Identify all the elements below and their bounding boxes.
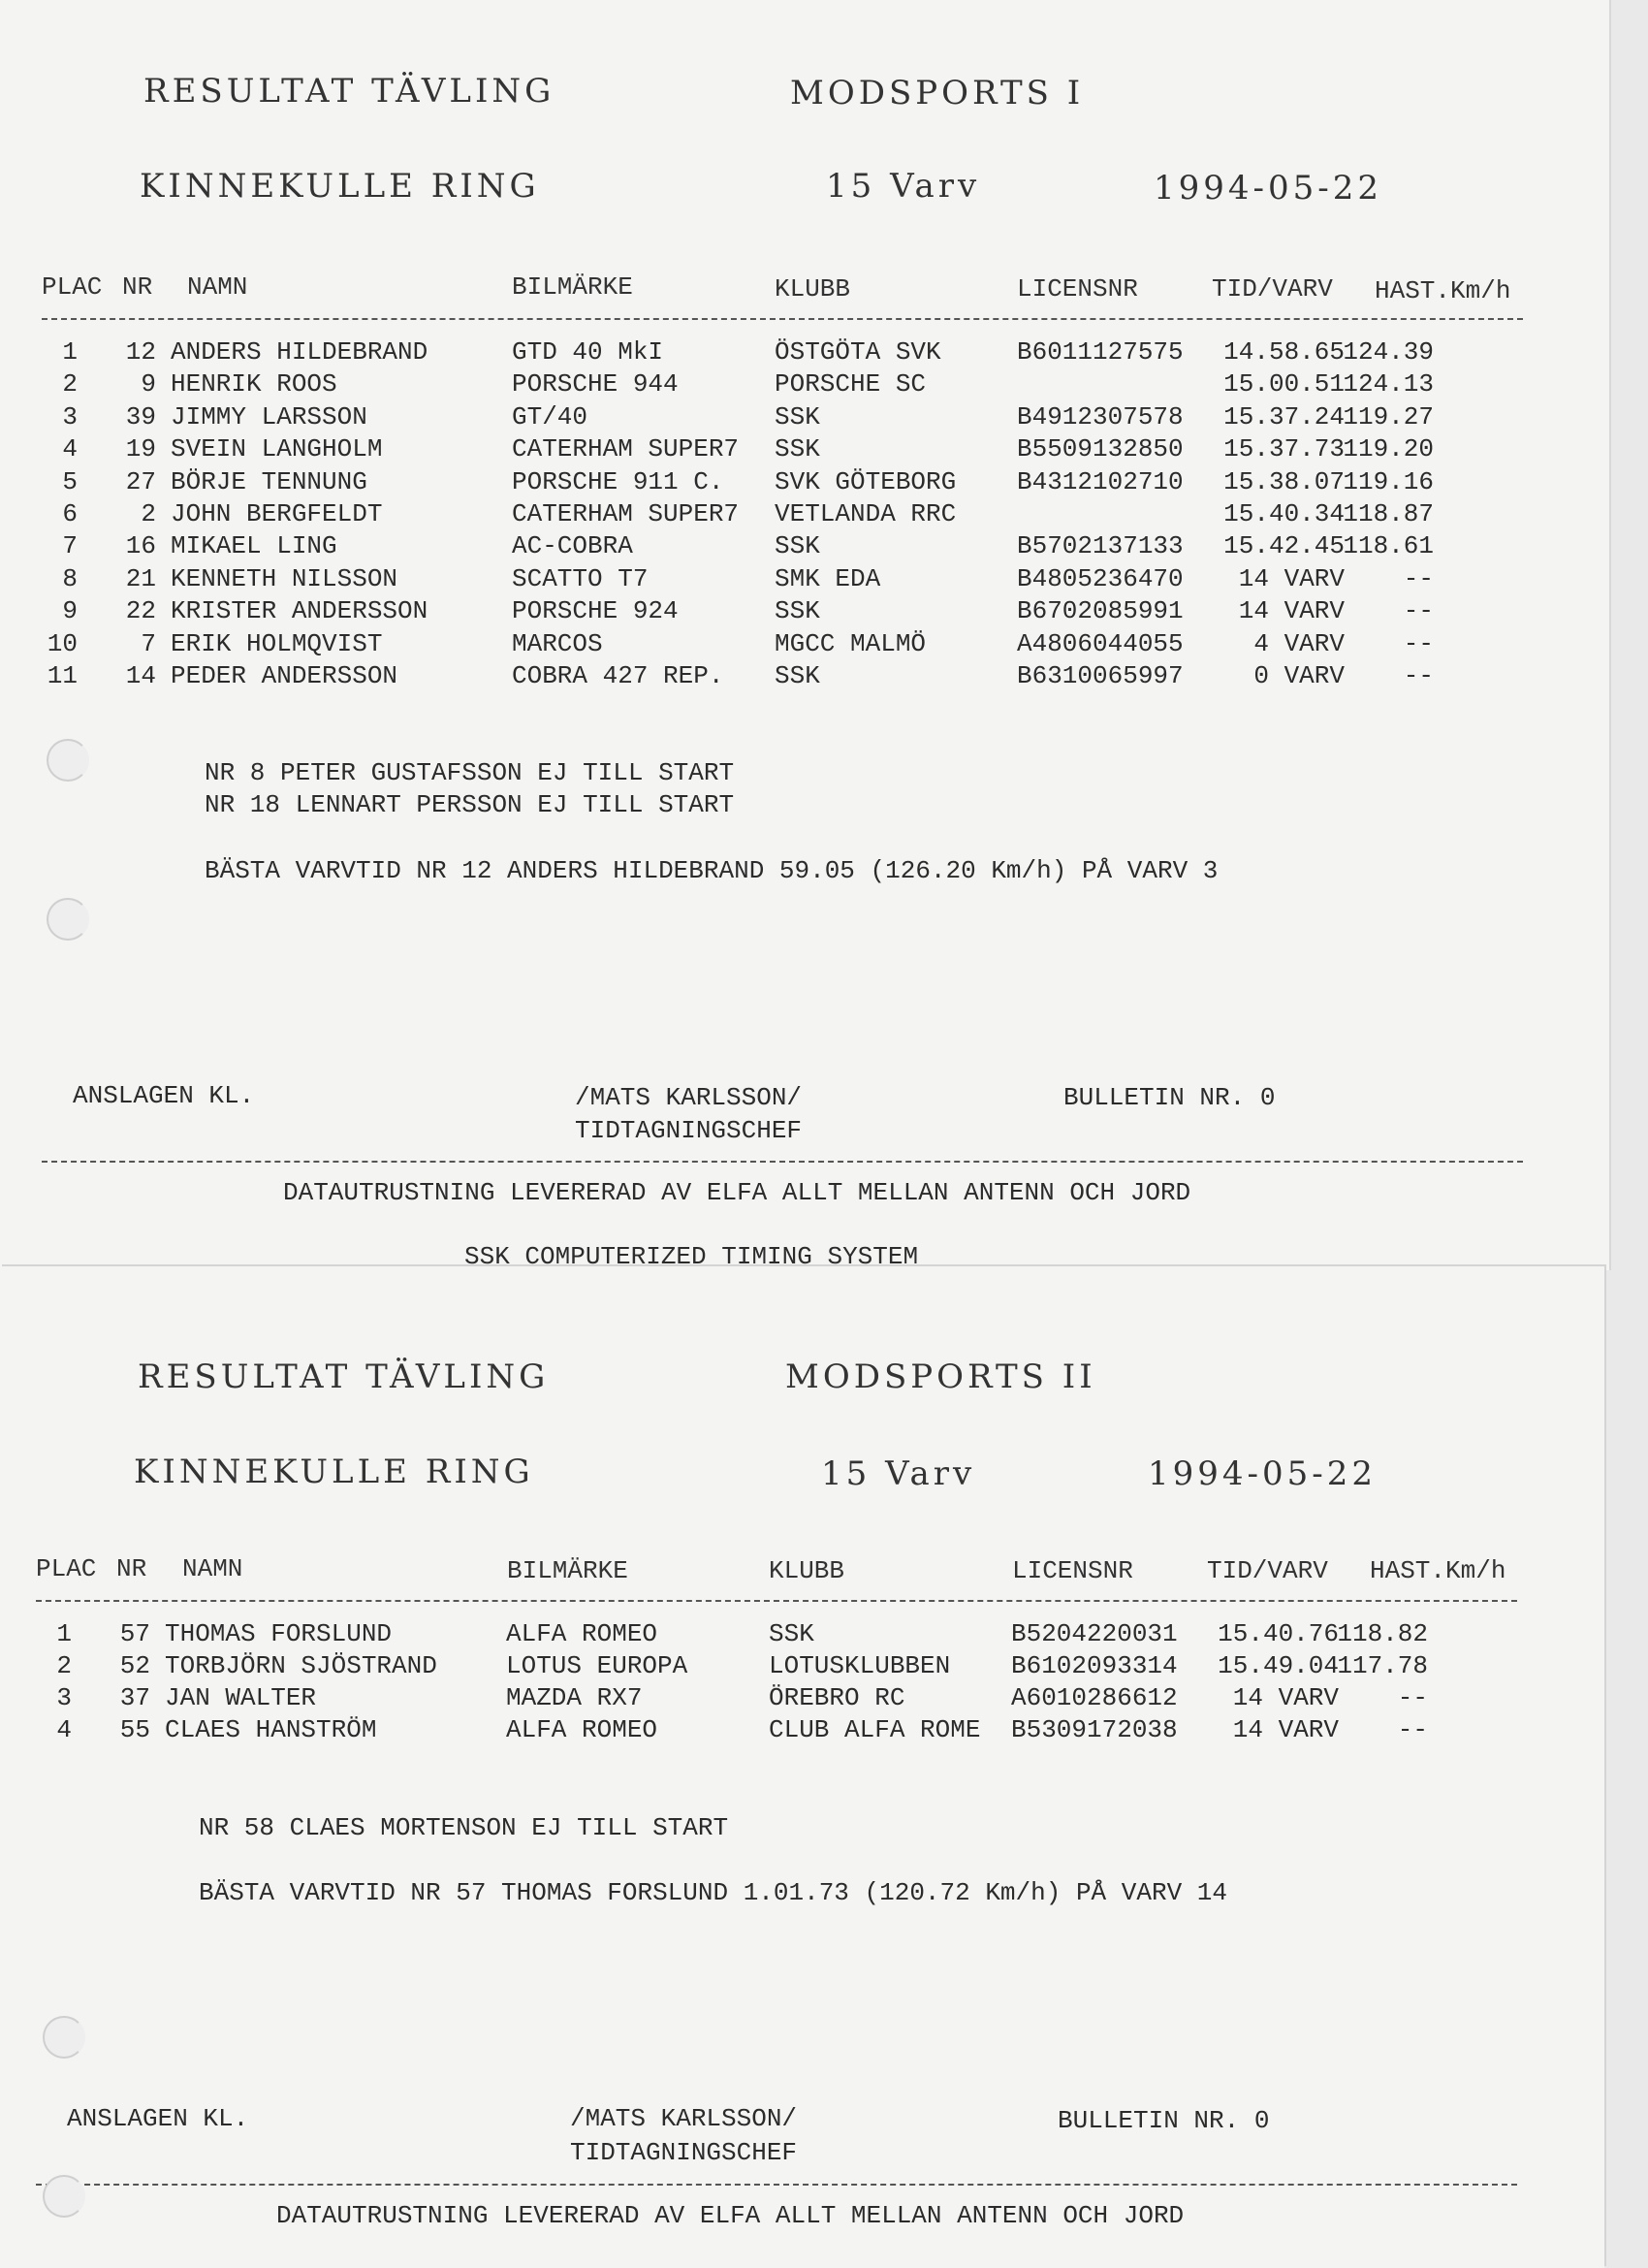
- cell-club: SSK: [775, 401, 820, 431]
- cell-car: CATERHAM SUPER7: [512, 434, 740, 464]
- table-row: [0, 499, 1551, 531]
- cell-plac: 3: [62, 401, 78, 431]
- cell-time: 14.58.65: [1223, 337, 1345, 367]
- cell-plac: 2: [62, 369, 78, 399]
- cell-time: 15.49.04: [1218, 1651, 1339, 1680]
- cell-car: GTD 40 MkI: [512, 337, 664, 367]
- cell-time: 15.40.34: [1223, 499, 1345, 528]
- cell-name: TORBJÖRN SJÖSTRAND: [165, 1651, 437, 1680]
- timing-official-title: TIDTAGNINGSCHEF: [570, 2138, 798, 2167]
- posted-time-label: ANSLAGEN KL.: [67, 2104, 249, 2133]
- track-name: KINNEKULLE RING: [134, 1453, 534, 1491]
- cell-time: 15.40.76: [1218, 1619, 1339, 1648]
- lap-count: 15 Varv: [821, 1454, 976, 1493]
- cell-club: CLUB ALFA ROME: [769, 1715, 981, 1744]
- table-row: [0, 369, 1551, 401]
- cell-plac: 6: [62, 499, 78, 528]
- cell-car: LOTUS EUROPA: [506, 1651, 688, 1680]
- cell-speed: 118.82: [1337, 1619, 1428, 1648]
- table-row: [0, 1715, 1551, 1747]
- cell-speed: 119.27: [1343, 401, 1434, 431]
- cell-time: 15.37.24: [1223, 401, 1345, 431]
- posted-time-label: ANSLAGEN KL.: [73, 1081, 255, 1110]
- cell-club: PORSCHE SC: [775, 369, 927, 399]
- cell-club: SSK: [775, 531, 820, 561]
- col-license: LICENSNR: [1017, 274, 1138, 303]
- cell-car: PORSCHE 911 C.: [512, 466, 724, 496]
- table-row: [0, 1619, 1551, 1651]
- col-nr: NR: [116, 1554, 147, 1583]
- cell-plac: 10: [47, 628, 78, 658]
- col-name: NAMN: [187, 272, 248, 302]
- cell-plac: 8: [62, 563, 78, 593]
- cell-time: 14 VARV: [1238, 596, 1345, 626]
- cell-name: MIKAEL LING: [171, 531, 337, 561]
- col-speed: HAST.Km/h: [1375, 276, 1511, 305]
- cell-plac: 4: [56, 1715, 72, 1744]
- cell-license: B6702085991: [1017, 596, 1184, 626]
- cell-plac: 2: [56, 1651, 72, 1680]
- cell-speed: --: [1397, 1715, 1428, 1744]
- cell-name: JOHN BERGFELDT: [171, 499, 383, 528]
- cell-nr: 57: [119, 1619, 150, 1648]
- cell-car: PORSCHE 924: [512, 596, 679, 626]
- cell-license: B6102093314: [1011, 1651, 1178, 1680]
- track-name: KINNEKULLE RING: [140, 167, 540, 206]
- cell-license: B6011127575: [1017, 337, 1184, 367]
- punch-hole: [43, 2016, 85, 2059]
- cell-nr: 19: [125, 434, 156, 464]
- col-time: TID/VARV: [1212, 274, 1333, 303]
- table-row: [0, 531, 1551, 563]
- cell-nr: 27: [125, 466, 156, 496]
- cell-license: A6010286612: [1011, 1683, 1178, 1712]
- cell-name: KRISTER ANDERSSON: [171, 596, 428, 626]
- bulletin-number: BULLETIN NR. 0: [1063, 1083, 1276, 1112]
- cell-name: KENNETH NILSSON: [171, 563, 398, 593]
- cell-club: SSK: [775, 596, 820, 626]
- cell-plac: 7: [62, 531, 78, 561]
- cell-license: B4312102710: [1017, 466, 1184, 496]
- cell-time: 14 VARV: [1238, 563, 1345, 593]
- cell-nr: 52: [119, 1651, 150, 1680]
- col-speed: HAST.Km/h: [1370, 1556, 1506, 1585]
- cell-car: PORSCHE 944: [512, 369, 679, 399]
- cell-time: 15.37.73: [1223, 434, 1345, 464]
- col-time: TID/VARV: [1207, 1556, 1328, 1585]
- cell-nr: 14: [125, 661, 156, 690]
- cell-license: B5204220031: [1011, 1619, 1178, 1648]
- cell-plac: 4: [62, 434, 78, 464]
- cell-name: CLAES HANSTRÖM: [165, 1715, 377, 1744]
- cell-name: JAN WALTER: [165, 1683, 317, 1712]
- cell-name: JIMMY LARSSON: [171, 401, 367, 431]
- bulletin-number: BULLETIN NR. 0: [1058, 2106, 1270, 2135]
- dns-note-1: NR 58 CLAES MORTENSON EJ TILL START: [199, 1813, 729, 1842]
- cell-time: 14 VARV: [1232, 1715, 1339, 1744]
- cell-speed: --: [1403, 596, 1434, 626]
- lap-count: 15 Varv: [826, 167, 981, 206]
- cell-plac: 11: [47, 661, 78, 690]
- dns-note-2: NR 18 LENNART PERSSON EJ TILL START: [205, 790, 735, 819]
- header-divider: [42, 318, 1523, 320]
- cell-nr: 55: [119, 1715, 150, 1744]
- cell-car: MAZDA RX7: [506, 1683, 643, 1712]
- cell-car: AC-COBRA: [512, 531, 633, 561]
- col-car: BILMÄRKE: [512, 272, 633, 302]
- cell-plac: 5: [62, 466, 78, 496]
- cell-name: THOMAS FORSLUND: [165, 1619, 393, 1648]
- race-class: MODSPORTS II: [785, 1358, 1096, 1396]
- cell-speed: 118.87: [1343, 499, 1434, 528]
- col-name: NAMN: [182, 1554, 243, 1583]
- footer-divider: [42, 1161, 1523, 1163]
- table-row: [0, 1683, 1551, 1715]
- cell-plac: 1: [62, 337, 78, 367]
- cell-nr: 12: [125, 337, 156, 367]
- cell-time: 15.00.51: [1223, 369, 1345, 399]
- timing-official: /MATS KARLSSON/: [575, 1083, 803, 1112]
- cell-car: ALFA ROMEO: [506, 1619, 658, 1648]
- cell-time: 0 VARV: [1253, 661, 1345, 690]
- cell-club: LOTUSKLUBBEN: [769, 1651, 951, 1680]
- cell-nr: 7: [141, 628, 156, 658]
- cell-plac: 9: [62, 596, 78, 626]
- cell-nr: 22: [125, 596, 156, 626]
- cell-car: SCATTO T7: [512, 563, 649, 593]
- timing-official-title: TIDTAGNINGSCHEF: [575, 1116, 803, 1145]
- cell-nr: 37: [119, 1683, 150, 1712]
- table-row: [0, 661, 1551, 693]
- cell-license: B4912307578: [1017, 401, 1184, 431]
- cell-speed: --: [1397, 1683, 1428, 1712]
- cell-nr: 39: [125, 401, 156, 431]
- footer-divider: [36, 2184, 1517, 2186]
- cell-car: ALFA ROMEO: [506, 1715, 658, 1744]
- cell-license: B5509132850: [1017, 434, 1184, 464]
- cell-nr: 9: [141, 369, 156, 399]
- table-row: [0, 402, 1551, 434]
- cell-time: 14 VARV: [1232, 1683, 1339, 1712]
- col-car: BILMÄRKE: [507, 1556, 628, 1585]
- cell-car: MARCOS: [512, 628, 603, 658]
- cell-club: SMK EDA: [775, 563, 881, 593]
- best-lap-note: BÄSTA VARVTID NR 57 THOMAS FORSLUND 1.01.73 (120.72 Km/h) PÅ VARV 14: [199, 1878, 1227, 1907]
- table-row: [0, 629, 1551, 661]
- cell-name: SVEIN LANGHOLM: [171, 434, 383, 464]
- cell-speed: 119.16: [1343, 466, 1434, 496]
- best-lap-note: BÄSTA VARVTID NR 12 ANDERS HILDEBRAND 59.05 (126.20 Km/h) PÅ VARV 3: [205, 856, 1219, 885]
- cell-name: ANDERS HILDEBRAND: [171, 337, 428, 367]
- col-nr: NR: [122, 272, 153, 302]
- cell-plac: 3: [56, 1683, 72, 1712]
- results-section-modsports-2: [0, 1266, 1604, 2268]
- cell-name: HENRIK ROOS: [171, 369, 337, 399]
- cell-speed: 124.13: [1343, 369, 1434, 399]
- cell-nr: 2: [141, 499, 156, 528]
- col-license: LICENSNR: [1012, 1556, 1133, 1585]
- cell-name: ERIK HOLMQVIST: [171, 628, 383, 658]
- cell-club: SSK: [769, 1619, 814, 1648]
- cell-license: B5702137133: [1017, 531, 1184, 561]
- cell-license: A4806044055: [1017, 628, 1184, 658]
- table-row: [0, 434, 1551, 466]
- cell-speed: 118.61: [1343, 531, 1434, 561]
- header-divider: [36, 1600, 1517, 1602]
- cell-license: B5309172038: [1011, 1715, 1178, 1744]
- table-row: [0, 564, 1551, 596]
- cell-speed: 119.20: [1343, 434, 1434, 464]
- table-row: [0, 467, 1551, 499]
- timing-system: SSK COMPUTERIZED TIMING SYSTEM: [464, 1242, 919, 1271]
- cell-speed: 124.39: [1343, 337, 1434, 367]
- race-date: 1994-05-22: [1148, 1454, 1378, 1493]
- cell-name: BÖRJE TENNUNG: [171, 466, 367, 496]
- cell-club: ÖREBRO RC: [769, 1683, 905, 1712]
- title-prefix: RESULTAT TÄVLING: [143, 72, 555, 111]
- cell-time: 4 VARV: [1253, 628, 1345, 658]
- cell-club: VETLANDA RRC: [775, 499, 957, 528]
- dns-note-1: NR 8 PETER GUSTAFSSON EJ TILL START: [205, 758, 735, 787]
- cell-nr: 21: [125, 563, 156, 593]
- cell-license: B6310065997: [1017, 661, 1184, 690]
- cell-club: SSK: [775, 434, 820, 464]
- cell-speed: --: [1403, 661, 1434, 690]
- cell-club: SVK GÖTEBORG: [775, 466, 957, 496]
- equipment-credit: DATAUTRUSTNING LEVERERAD AV ELFA ALLT MELLAN ANTENN OCH JORD: [276, 2201, 1185, 2230]
- punch-hole: [47, 898, 89, 941]
- cell-name: PEDER ANDERSSON: [171, 661, 398, 690]
- race-class: MODSPORTS I: [790, 74, 1085, 112]
- col-club: KLUBB: [769, 1556, 845, 1585]
- table-row: [0, 337, 1551, 369]
- title-prefix: RESULTAT TÄVLING: [138, 1358, 550, 1396]
- cell-plac: 1: [56, 1619, 72, 1648]
- cell-speed: 117.78: [1337, 1651, 1428, 1680]
- equipment-credit: DATAUTRUSTNING LEVERERAD AV ELFA ALLT MELLAN ANTENN OCH JORD: [283, 1178, 1191, 1207]
- cell-nr: 16: [125, 531, 156, 561]
- punch-hole: [43, 2175, 85, 2218]
- timing-official: /MATS KARLSSON/: [570, 2104, 798, 2133]
- col-plac: PLAC: [42, 272, 103, 302]
- cell-club: ÖSTGÖTA SVK: [775, 337, 941, 367]
- cell-car: GT/40: [512, 401, 588, 431]
- cell-club: MGCC MALMÖ: [775, 628, 927, 658]
- cell-speed: --: [1403, 628, 1434, 658]
- col-club: KLUBB: [775, 274, 851, 303]
- race-date: 1994-05-22: [1154, 169, 1383, 208]
- table-row: [0, 596, 1551, 628]
- col-plac: PLAC: [36, 1554, 97, 1583]
- table-row: [0, 1651, 1551, 1683]
- cell-speed: --: [1403, 563, 1434, 593]
- cell-car: COBRA 427 REP.: [512, 661, 724, 690]
- punch-hole: [47, 739, 89, 782]
- cell-club: SSK: [775, 661, 820, 690]
- cell-car: CATERHAM SUPER7: [512, 499, 740, 528]
- cell-time: 15.42.45: [1223, 531, 1345, 561]
- cell-license: B4805236470: [1017, 563, 1184, 593]
- cell-time: 15.38.07: [1223, 466, 1345, 496]
